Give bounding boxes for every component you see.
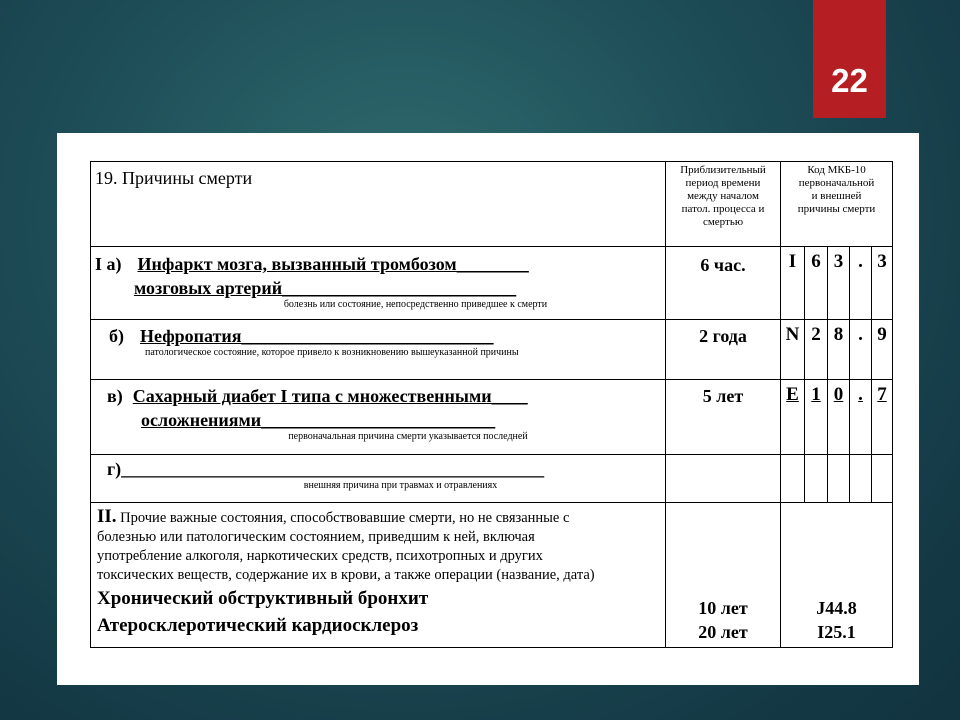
row-c-code-5: 7: [872, 380, 893, 455]
row-b-cause: б) Нефропатия____________________________ патологическое состояние, которое привело к возникновению вышеуказанной причины: [91, 320, 666, 380]
section-2-roman: II.: [97, 506, 117, 527]
row-c-diagnosis-line2: осложнениями: [141, 410, 262, 430]
causes-of-death-table: [90, 161, 893, 648]
death-certificate-form: [57, 133, 919, 685]
row-a-code-2: 6: [805, 247, 828, 320]
section-2-icd: J44.8 I25.1: [781, 503, 893, 648]
section-2-text: II. Прочие важные состояния, способствовавшие смерти, но не связанные с болезнью или патологическим состоянием, приведшим к ней, включая употребление алкоголя, наркотических средств, психотропных и других токсических веществ, содержание их в крови, а также операции (название, дата) Хронический обструктивный бронхит Атеросклеротический кардиосклероз: [91, 503, 666, 648]
row-a-code-4: .: [850, 247, 872, 320]
header-row: [91, 162, 893, 247]
row-c-diagnosis-line1: Сахарный диабет I типа с множественными: [132, 386, 492, 406]
row-c-cause: в) Сахарный диабет I типа с множественными____ осложнениями__________________________ первоначальная причина смерти указывается последней: [91, 380, 666, 455]
period-header: Приблизительный период времени между началом патол. процесса и смертью: [666, 162, 781, 247]
row-b-period: 2 года: [666, 320, 781, 380]
row-d-code-3: [828, 455, 850, 503]
row-a-code-3: 3: [828, 247, 850, 320]
row-c-label: в): [107, 386, 123, 406]
row-c-caption: первоначальная причина смерти указывается последней: [288, 431, 528, 442]
row-d-code-5: [872, 455, 893, 503]
row-a-code-5: 3: [872, 247, 893, 320]
form-title: 19. Причины смерти: [91, 162, 666, 247]
row-c: [91, 380, 893, 455]
slide-number: 22: [831, 62, 868, 99]
row-b: [91, 320, 893, 380]
row-a-period: 6 час.: [666, 247, 781, 320]
row-b-diagnosis: Нефропатия: [140, 326, 242, 346]
row-d-code-4: [850, 455, 872, 503]
row-c-code-4: .: [850, 380, 872, 455]
icd-header: Код МКБ-10 первоначальной и внешней причины смерти: [781, 162, 893, 247]
row-b-label: б): [109, 326, 124, 346]
row-a-diagnosis-line1: Инфаркт мозга, вызванный тромбозом: [137, 254, 457, 274]
row-b-code-1: N: [781, 320, 805, 380]
row-c-code-1: E: [781, 380, 805, 455]
row-d-cause: г)_______________________________________________ внешняя причина при травмах и отравлениях: [91, 455, 666, 503]
row-a-caption: болезнь или состояние, непосредственно приведшее к смерти: [283, 299, 548, 310]
row-a-code-1: I: [781, 247, 805, 320]
row-a-diagnosis-line2: мозговых артерий: [134, 278, 283, 298]
row-c-code-2: 1: [805, 380, 828, 455]
row-a: [91, 247, 893, 320]
slide-number-badge: [813, 0, 886, 118]
row-b-code-4: .: [850, 320, 872, 380]
row-a-cause: I а) Инфаркт мозга, вызванный тромбозом________ мозговых артерий__________________________ болезнь или состояние, непосредственно приведшее к смерти: [91, 247, 666, 320]
row-d-period: [666, 455, 781, 503]
row-d-code-2: [805, 455, 828, 503]
row-d-code-1: [781, 455, 805, 503]
row-d-caption: внешняя причина при травмах и отравлениях: [303, 480, 498, 491]
section-2-diagnosis-2: Атеросклеротический кардиосклероз: [97, 615, 419, 636]
section-2-row: [91, 503, 893, 648]
row-b-caption: патологическое состояние, которое привело к возникновению вышеуказанной причины: [145, 347, 519, 358]
row-a-label: I а): [95, 254, 122, 274]
row-c-period: 5 лет: [666, 380, 781, 455]
row-b-code-5: 9: [872, 320, 893, 380]
row-c-code-3: 0: [828, 380, 850, 455]
row-b-code-2: 2: [805, 320, 828, 380]
section-2-diagnosis-1: Хронический обструктивный бронхит: [97, 588, 429, 609]
row-d-label: г): [107, 459, 122, 479]
section-2-period: 10 лет 20 лет: [666, 503, 781, 648]
row-d: [91, 455, 893, 503]
row-b-code-3: 8: [828, 320, 850, 380]
